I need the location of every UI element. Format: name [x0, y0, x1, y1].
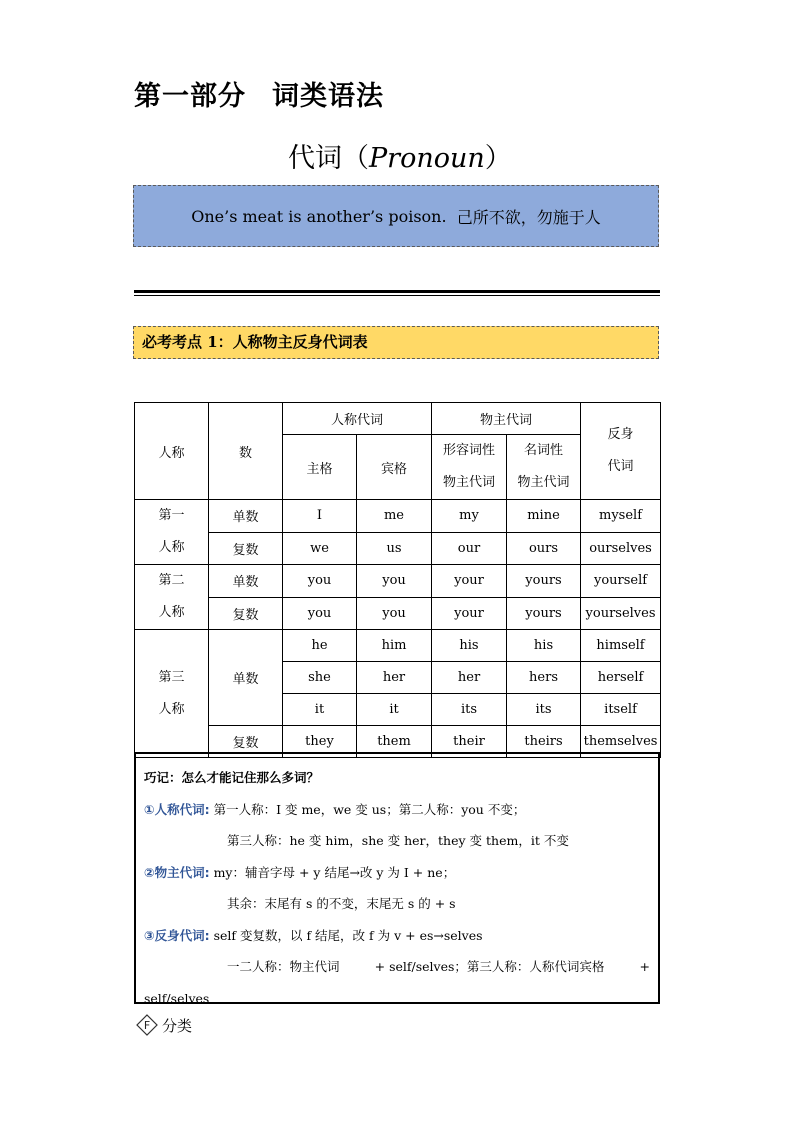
table-row — [135, 597, 661, 630]
cell-adj-possessive: their — [432, 726, 507, 758]
cell-reflexive: himself — [581, 630, 661, 662]
person-second-l2: 人称 — [158, 605, 185, 620]
tips-label-personal: ①人称代词: — [144, 801, 210, 817]
cell-noun-possessive: hers — [507, 662, 581, 694]
header-reflexive-l2: 代词 — [607, 459, 634, 474]
cell-object: us — [357, 532, 432, 565]
header-number: 数 — [209, 403, 283, 500]
classification-heading — [136, 1014, 192, 1036]
cell-object: you — [357, 565, 432, 598]
cell-adj-possessive: its — [432, 694, 507, 726]
cell-object: me — [357, 500, 432, 533]
tips-text: my：辅音字母 + y 结尾→改 y 为 I + ne； — [209, 864, 456, 880]
cell-adj-possessive: our — [432, 532, 507, 565]
diamond-f-letter: F — [143, 1019, 151, 1032]
cell-noun-possessive: its — [507, 694, 581, 726]
cell-object: them — [357, 726, 432, 758]
number-plural: 复数 — [209, 597, 283, 630]
cell-noun-possessive: yours — [507, 597, 581, 630]
part-title-left: 第一部分 — [134, 81, 246, 112]
section-title-en: Pronoun — [369, 143, 485, 174]
tips-line — [144, 794, 650, 826]
header-possessive-pronoun: 物主代词 — [432, 403, 581, 435]
tips-label-possessive: ②物主代词: — [144, 864, 210, 880]
header-adj-poss-l2: 物主代词 — [443, 475, 496, 490]
part-title — [134, 74, 384, 113]
cell-adj-possessive: your — [432, 565, 507, 598]
header-personal-pronoun: 人称代词 — [283, 403, 432, 435]
person-first-l1: 第一 — [158, 508, 185, 523]
proverb-box — [133, 185, 659, 247]
person-first-l2: 人称 — [158, 540, 185, 555]
header-adj-poss-l1: 形容词性 — [443, 443, 496, 458]
person-third-l1: 第三 — [158, 669, 185, 685]
cell-adj-possessive: her — [432, 662, 507, 694]
header-object: 宾格 — [357, 435, 432, 500]
number-singular: 单数 — [209, 500, 283, 533]
cell-noun-possessive: mine — [507, 500, 581, 533]
cell-subject: you — [283, 597, 357, 630]
cell-subject: we — [283, 532, 357, 565]
table-row — [135, 630, 661, 662]
header-noun-poss-l2: 物主代词 — [517, 475, 570, 490]
header-noun-poss-l1: 名词性 — [524, 443, 564, 458]
tips-text: self 变复数，以 f 结尾，改 f 为 v + es→selves — [209, 927, 483, 943]
cell-reflexive: myself — [581, 500, 661, 533]
number-plural: 复数 — [209, 532, 283, 565]
section-title-cn: 代词（ — [288, 143, 369, 174]
part-title-right: 词类语法 — [272, 81, 384, 112]
tips-text: + self/selves；第三人称：人称代词宾格 — [374, 959, 605, 974]
person-second — [135, 565, 209, 630]
cell-adj-possessive: your — [432, 597, 507, 630]
cell-reflexive: ourselves — [581, 532, 661, 565]
number-singular: 单数 — [209, 630, 283, 726]
divider-thin — [134, 295, 660, 296]
cell-subject: he — [283, 630, 357, 662]
tips-line — [144, 920, 650, 952]
cell-noun-possessive: yours — [507, 565, 581, 598]
table-header-row — [135, 403, 661, 435]
tips-line: 其余：末尾有 s 的不变，末尾无 s 的 + s — [227, 896, 456, 911]
tips-line: self/selves — [144, 990, 210, 1006]
cell-adj-possessive: my — [432, 500, 507, 533]
header-person: 人称 — [135, 403, 209, 500]
proverb-cn: 己所不欲，勿施于人 — [456, 207, 601, 227]
cell-noun-possessive: theirs — [507, 726, 581, 758]
cell-reflexive: yourself — [581, 565, 661, 598]
cell-noun-possessive: his — [507, 630, 581, 662]
header-noun-possessive — [507, 435, 581, 500]
cell-reflexive: yourselves — [581, 597, 661, 630]
proverb-en: One’s meat is another’s poison. — [191, 206, 447, 226]
cell-object: him — [357, 630, 432, 662]
divider-thick — [134, 290, 660, 293]
table-row — [135, 532, 661, 565]
cell-reflexive: itself — [581, 694, 661, 726]
memory-tips-box — [134, 752, 660, 1004]
cell-subject: I — [283, 500, 357, 533]
diamond-f-icon — [136, 1014, 158, 1036]
cell-object: her — [357, 662, 432, 694]
pronoun-table — [134, 402, 661, 758]
cell-reflexive: herself — [581, 662, 661, 694]
tips-label-reflexive: ③反身代词: — [144, 927, 210, 943]
cell-reflexive: themselves — [581, 726, 661, 758]
cell-subject: it — [283, 694, 357, 726]
tips-line — [144, 857, 650, 889]
classification-label: 分类 — [162, 1016, 193, 1035]
header-adj-possessive — [432, 435, 507, 500]
person-second-l1: 第二 — [158, 573, 185, 588]
header-subject: 主格 — [283, 435, 357, 500]
cell-noun-possessive: ours — [507, 532, 581, 565]
tips-text: 第一人称：I 变 me，we 变 us；第二人称：you 不变； — [209, 801, 526, 817]
cell-subject: you — [283, 565, 357, 598]
person-third — [135, 630, 209, 758]
cell-subject: she — [283, 662, 357, 694]
tips-line: 第三人称：he 变 him，she 变 her，they 变 them，it 不变 — [227, 833, 569, 848]
section-title-close: ） — [484, 143, 512, 174]
person-third-l2: 人称 — [158, 701, 185, 717]
key-point-heading: 必考考点 1：人称物主反身代词表 — [133, 326, 659, 359]
tips-line — [144, 951, 650, 983]
cell-object: you — [357, 597, 432, 630]
table-row — [135, 500, 661, 533]
table-row — [135, 565, 661, 598]
number-singular: 单数 — [209, 565, 283, 598]
cell-subject: they — [283, 726, 357, 758]
tips-text: + — [639, 959, 650, 974]
tips-text: 一二人称：物主代词 — [227, 959, 340, 974]
header-reflexive-l1: 反身 — [607, 427, 634, 442]
tips-heading: 巧记：怎么才能记住那么多词？ — [144, 770, 320, 785]
section-title — [288, 136, 512, 175]
number-plural: 复数 — [209, 726, 283, 758]
person-first — [135, 500, 209, 565]
cell-adj-possessive: his — [432, 630, 507, 662]
cell-object: it — [357, 694, 432, 726]
header-reflexive — [581, 403, 661, 500]
